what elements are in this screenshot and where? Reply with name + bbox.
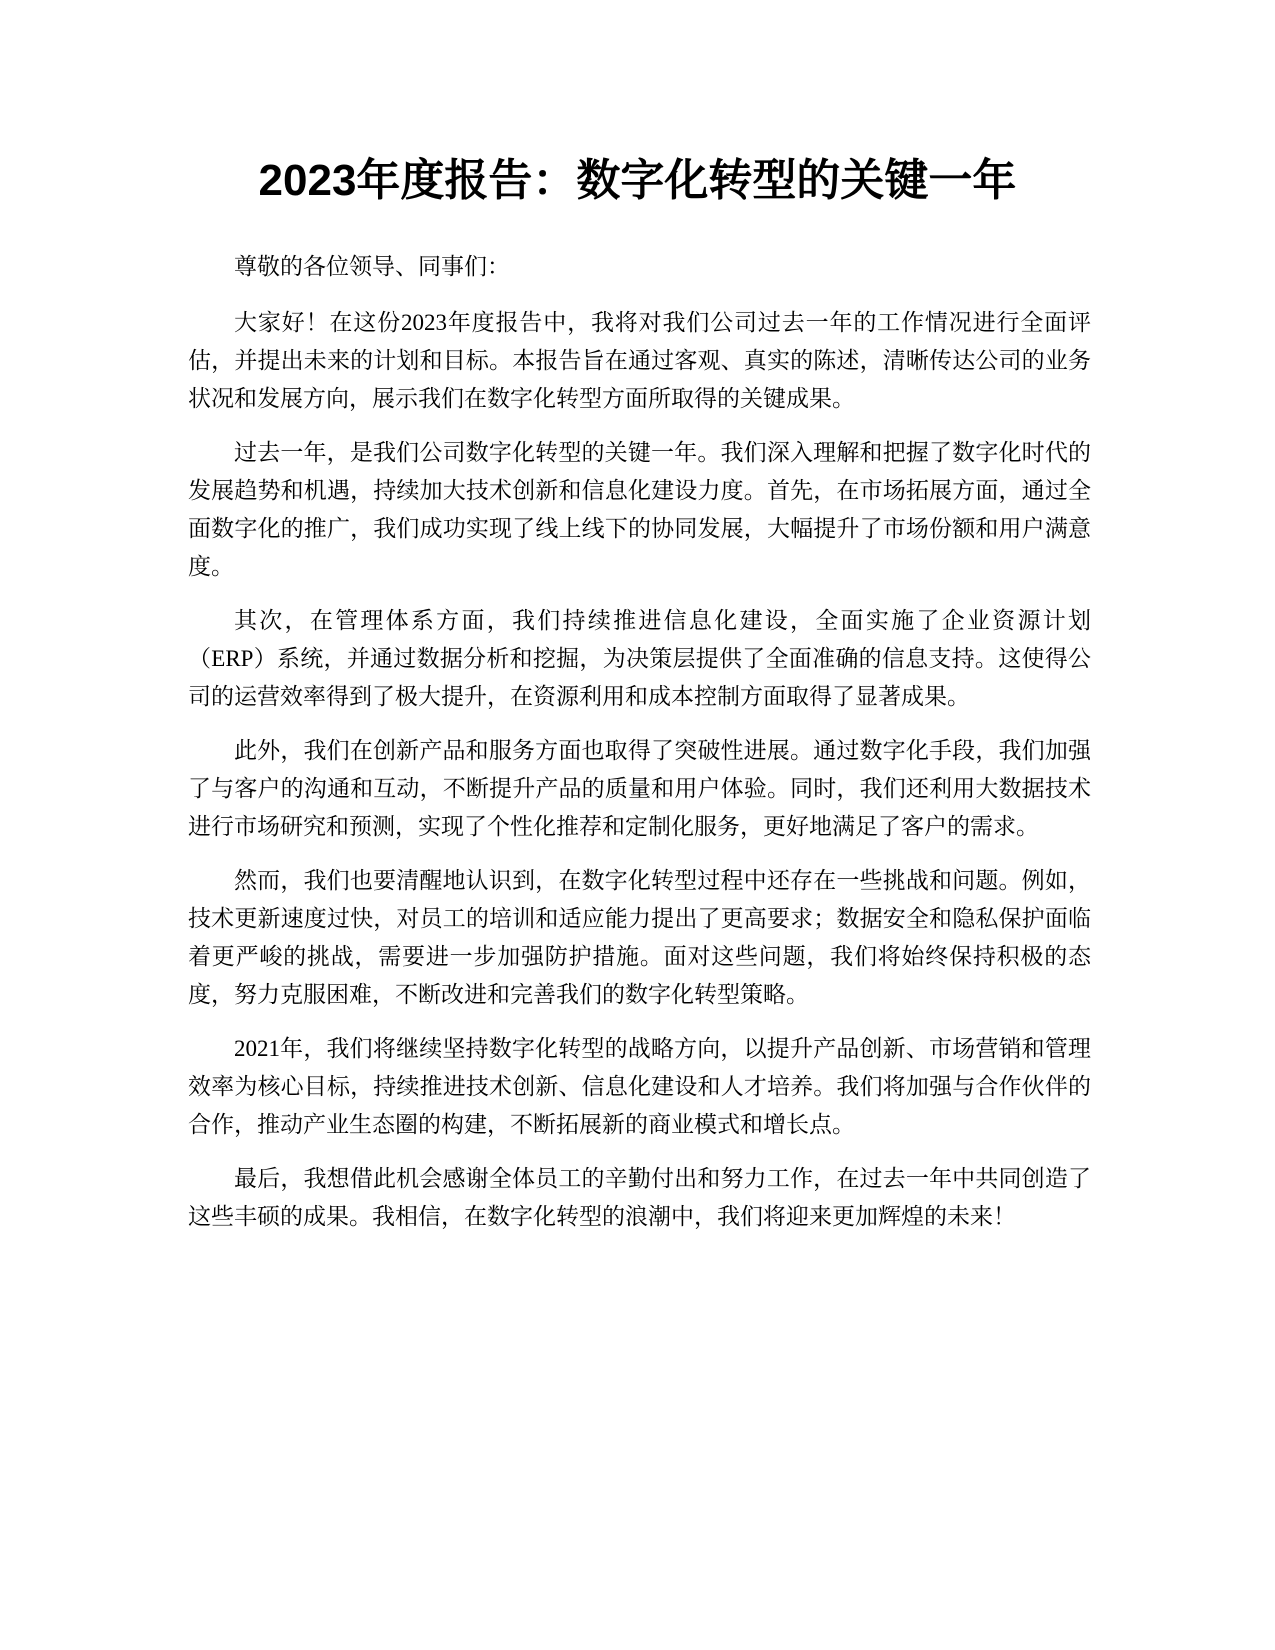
document-body <box>188 248 1091 1252</box>
paragraph-management: 其次，在管理体系方面，我们持续推进信息化建设，全面实施了企业资源计划（ERP）系统，并通过数据分析和挖掘，为决策层提供了全面准确的信息支持。这使得公司的运营效率得到了极大提升，在资源利用和成本控制方面取得了显著成果。 <box>188 608 1091 709</box>
paragraph-intro: 大家好！在这份2023年度报告中，我将对我们公司过去一年的工作情况进行全面评估，并提出未来的计划和目标。本报告旨在通过客观、真实的陈述，清晰传达公司的业务状况和发展方向，展示我们在数字化转型方面所取得的关键成果。 <box>188 310 1091 411</box>
paragraph-plan: 2021年，我们将继续坚持数字化转型的战略方向，以提升产品创新、市场营销和管理效率为核心目标，持续推进技术创新、信息化建设和人才培养。我们将加强与合作伙伴的合作，推动产业生态圈的构建，不断拓展新的商业模式和增长点。 <box>188 1036 1091 1137</box>
paragraph-key-year: 过去一年，是我们公司数字化转型的关键一年。我们深入理解和把握了数字化时代的发展趋势和机遇，持续加大技术创新和信息化建设力度。首先，在市场拓展方面，通过全面数字化的推广，我们成功实现了线上线下的协同发展，大幅提升了市场份额和用户满意度。 <box>188 440 1091 579</box>
paragraph-innovation: 此外，我们在创新产品和服务方面也取得了突破性进展。通过数字化手段，我们加强了与客户的沟通和互动，不断提升产品的质量和用户体验。同时，我们还利用大数据技术进行市场研究和预测，实现了个性化推荐和定制化服务，更好地满足了客户的需求。 <box>188 738 1091 839</box>
salutation: 尊敬的各位领导、同事们： <box>234 254 510 279</box>
document-title: 2023年度报告：数字化转型的关键一年 <box>258 156 1017 205</box>
paragraph-challenges: 然而，我们也要清醒地认识到，在数字化转型过程中还存在一些挑战和问题。例如，技术更新速度过快，对员工的培训和适应能力提出了更高要求；数据安全和隐私保护面临着更严峻的挑战，需要进一步加强防护措施。面对这些问题，我们将始终保持积极的态度，努力克服困难，不断改进和完善我们的数字化转型策略。 <box>188 868 1091 1007</box>
paragraph-closing: 最后，我想借此机会感谢全体员工的辛勤付出和努力工作，在过去一年中共同创造了这些丰硕的成果。我相信，在数字化转型的浪潮中，我们将迎来更加辉煌的未来！ <box>188 1166 1091 1229</box>
